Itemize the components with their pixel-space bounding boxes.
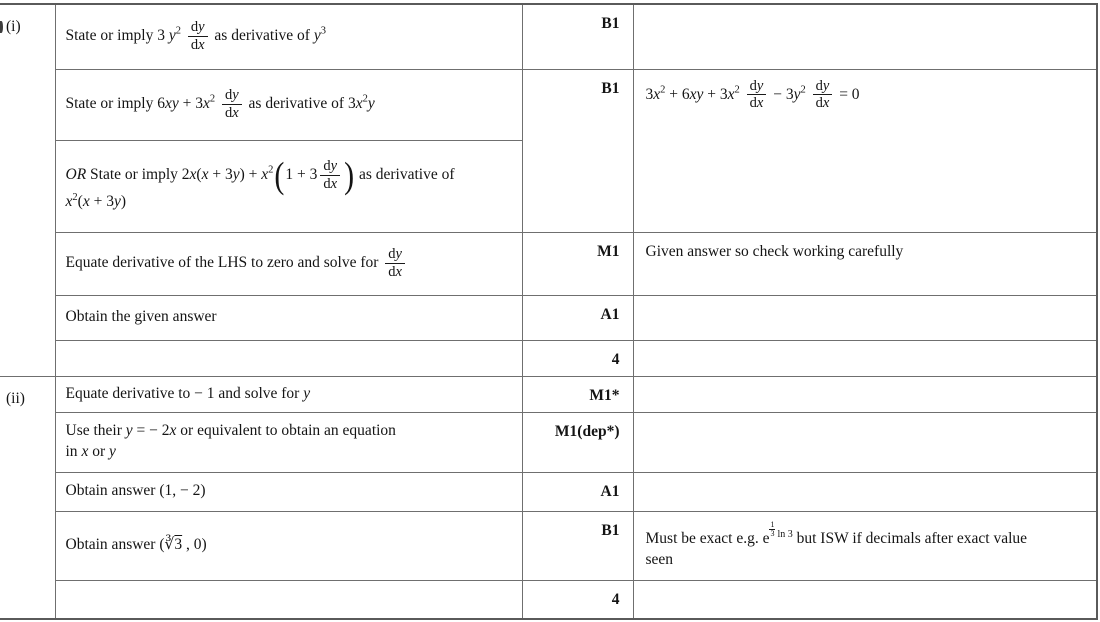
criterion-cell: Equate derivative of the LHS to zero and solve for $\frac{dy}{dx}$ — [55, 232, 522, 295]
criterion-cell: Equate derivative to − 1 and solve for y — [55, 376, 522, 412]
criterion-cell — [55, 580, 522, 619]
guidance-cell: Given answer so check working carefully — [633, 232, 1097, 295]
criterion-cell: State or imply $6xy + 3x^2$ $\frac{dy}{dx}$ as derivative of $3x^2y$ — [55, 69, 522, 140]
question-part-text: (ii) — [6, 389, 25, 407]
question-part-label-ii — [0, 376, 55, 619]
question-part-label-i — [0, 4, 55, 376]
mark-cell: A1 — [522, 295, 633, 340]
question-part-text: (i) — [6, 18, 21, 35]
criterion-cell: OR State or imply $2x(x + 3y) + x^2(1 + 3$ $\frac{dy}{dx}$ ) as derivative of $x^2(x + 3y)$ — [55, 140, 522, 232]
guidance-cell: $3x^2 + 6xy + 3x^2$ $\frac{dy}{dx}$ − $3y^2$ $\frac{dy}{dx}$ = 0 — [633, 69, 1097, 232]
guidance-cell: Must be exact e.g. e $^{\frac{1}{3} ln 3}$ but ISW if decimals after exact value seen — [633, 511, 1097, 580]
marks-total-cell: 4 — [522, 580, 633, 619]
mark-cell: B1 — [522, 69, 633, 232]
mark-scheme-table — [0, 3, 1098, 620]
mark-cell: A1 — [522, 472, 633, 511]
mark-cell: M1* — [522, 376, 633, 412]
guidance-cell — [633, 376, 1097, 412]
criterion-cell: Obtain answer (∛3 , 0) — [55, 511, 522, 580]
guidance-cell — [633, 580, 1097, 619]
guidance-cell — [633, 472, 1097, 511]
guidance-cell — [633, 4, 1097, 69]
guidance-cell — [633, 295, 1097, 340]
marks-total-cell: 4 — [522, 340, 633, 376]
mark-cell: M1 — [522, 232, 633, 295]
guidance-cell — [633, 340, 1097, 376]
criterion-cell: State or imply 3 $y^2$ $\frac{dy}{dx}$ as derivative of $y^3$ — [55, 4, 522, 69]
mark-cell: B1 — [522, 4, 633, 69]
guidance-cell — [633, 412, 1097, 472]
criterion-cell: Obtain the given answer — [55, 295, 522, 340]
criterion-cell — [55, 340, 522, 376]
cutoff-glyph — [0, 21, 3, 33]
criterion-cell: Obtain answer (1, − 2) — [55, 472, 522, 511]
mark-cell: B1 — [522, 511, 633, 580]
criterion-cell: Use their y = − 2x or equivalent to obtain an equation in x or y — [55, 412, 522, 472]
mark-cell: M1(dep*) — [522, 412, 633, 472]
